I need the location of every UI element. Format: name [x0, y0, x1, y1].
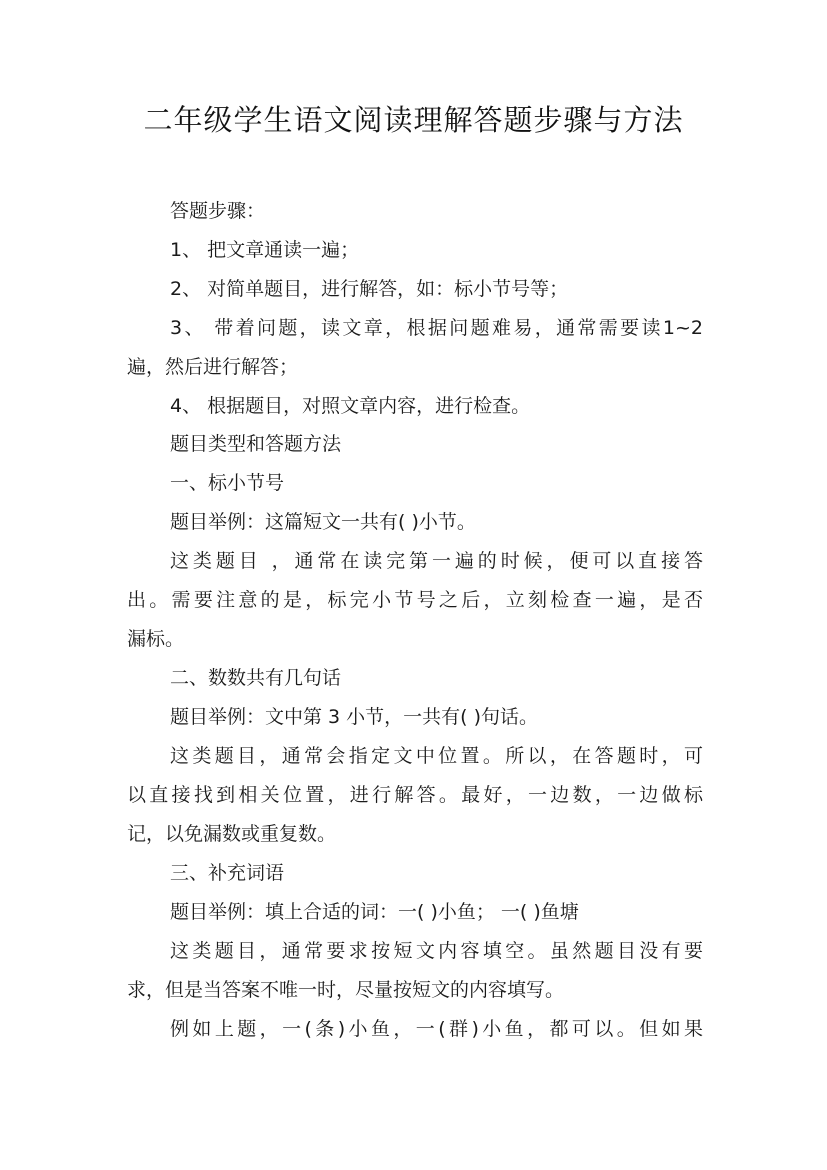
paragraph-line: 这类题目 ，通常在读完第一遍的时候，便可以直接答: [170, 550, 703, 572]
section-heading: 一、标小节号: [170, 472, 285, 494]
paragraph-line: 这类题目，通常要求按短文内容填空。虽然题目没有要: [170, 940, 703, 962]
paragraph-line: 4、 根据题目，对照文章内容，进行检查。: [170, 395, 531, 417]
section-heading: 三、补充词语: [170, 862, 285, 884]
paragraph-line: 这类题目，通常会指定文中位置。所以，在答题时，可: [170, 745, 703, 767]
paragraph-line: 出。需要注意的是，标完小节号之后，立刻检查一遍，是否: [127, 589, 703, 611]
section-heading: 题目类型和答题方法: [170, 433, 342, 455]
paragraph-line: 2、 对简单题目，进行解答，如：标小节号等；: [170, 278, 569, 300]
document-title: 二年级学生语文阅读理解答题步骤与方法: [143, 103, 684, 137]
paragraph-line: 1、 把文章通读一遍；: [170, 239, 360, 261]
paragraph-line: 题目举例：填上合适的词：一( )小鱼； 一( )鱼塘: [170, 901, 579, 923]
paragraph-line: 求，但是当答案不唯一时，尽量按短文的内容填写。: [127, 979, 565, 1001]
paragraph-line: 以直接找到相关位置，进行解答。最好，一边数，一边做标: [127, 784, 703, 806]
paragraph-line: 遍，然后进行解答；: [127, 356, 299, 378]
paragraph-line: 记，以免漏数或重复数。: [127, 823, 337, 845]
paragraph-line: 漏标。: [127, 628, 185, 650]
paragraph-line: 例如上题，一(条)小鱼，一(群)小鱼，都可以。但如果: [170, 1018, 703, 1040]
paragraph-line: 题目举例：文中第 3 小节，一共有( )句话。: [170, 706, 539, 728]
section-heading: 二、数数共有几句话: [170, 667, 342, 689]
paragraph-line: 3、 带着问题，读文章，根据问题难易，通常需要读1~2: [170, 317, 703, 339]
paragraph-line: 题目举例：这篇短文一共有( )小节。: [170, 511, 476, 533]
paragraph-line: 答题步骤：: [170, 200, 266, 222]
